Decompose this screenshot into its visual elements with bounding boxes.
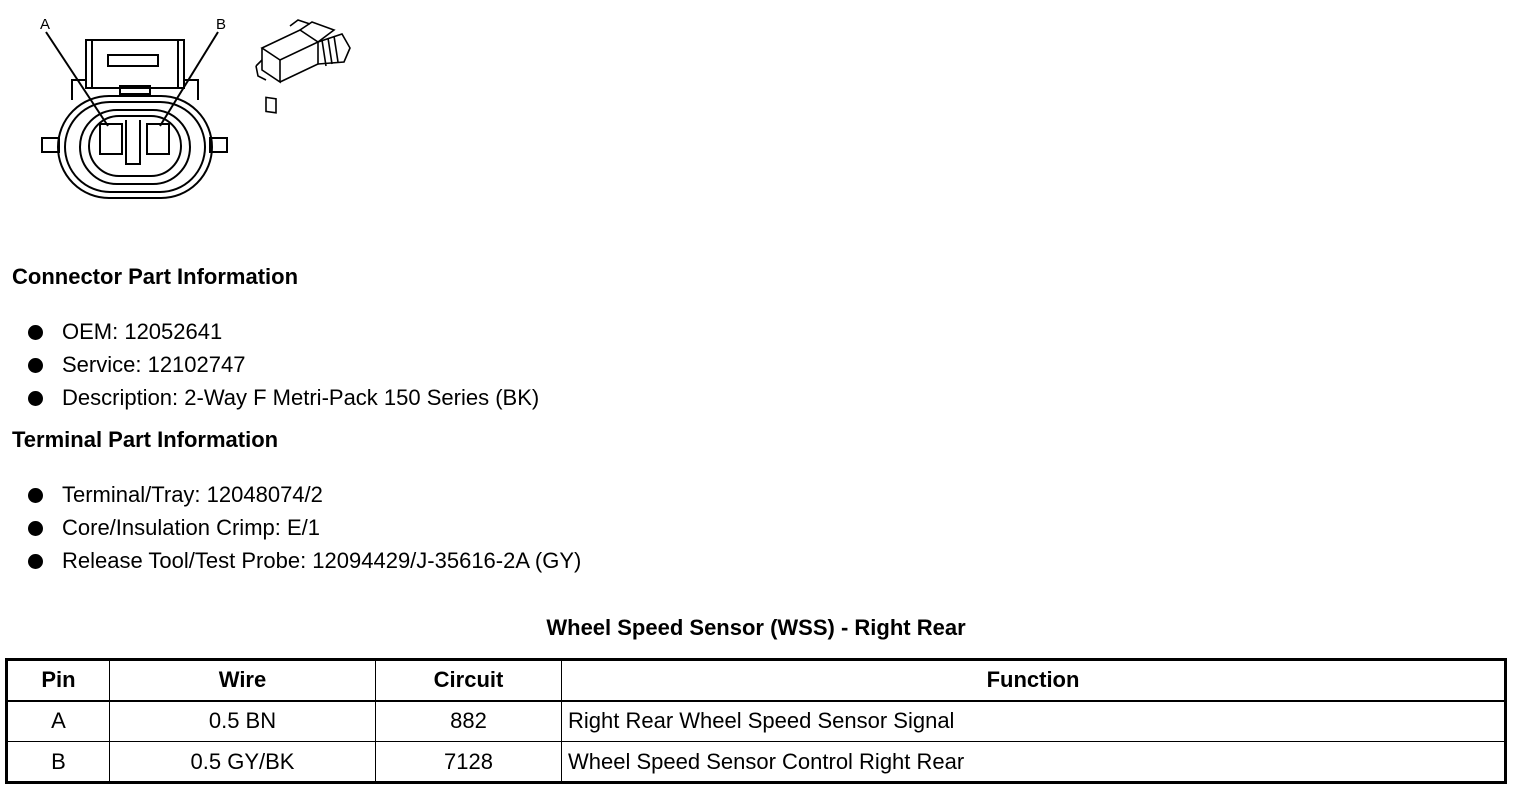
- cell-pin: B: [7, 742, 110, 783]
- cell-circuit: 882: [376, 701, 562, 742]
- table-row: [7, 701, 1506, 742]
- release-tool-test-probe: Release Tool/Test Probe: 12094429/J-35616-2A (GY): [62, 548, 582, 573]
- table-row: [7, 742, 1506, 783]
- connector-isometric-icon: [256, 20, 350, 113]
- connector-oem: OEM: 12052641: [62, 319, 223, 344]
- pin-a-cavity: [100, 124, 122, 154]
- cell-circuit: 7128: [376, 742, 562, 783]
- bullet-icon: [28, 358, 43, 373]
- connector-description: Description: 2-Way F Metri-Pack 150 Series (BK): [62, 385, 540, 410]
- connector-part-info-heading: Connector Part Information: [12, 264, 299, 289]
- list-item: [28, 478, 581, 511]
- connector-face-drawing: [0, 0, 380, 210]
- connector-diagram: [0, 0, 380, 210]
- list-item: [28, 544, 581, 577]
- column-header-function: Function: [562, 660, 1506, 701]
- list-item: [28, 315, 539, 348]
- bullet-icon: [28, 554, 43, 569]
- list-item: [28, 348, 539, 381]
- pin-table-title: Wheel Speed Sensor (WSS) - Right Rear: [546, 615, 966, 640]
- cell-pin: A: [7, 701, 110, 742]
- list-item: [28, 381, 539, 414]
- connector-latch-window: [108, 55, 158, 66]
- bullet-icon: [28, 488, 43, 503]
- column-header-circuit: Circuit: [376, 660, 562, 701]
- bullet-icon: [28, 521, 43, 536]
- pin-a-label: A: [40, 16, 51, 33]
- pin-a-leader: [46, 32, 108, 126]
- connector-part-info-list: [28, 315, 539, 414]
- core-insulation-crimp: Core/Insulation Crimp: E/1: [62, 515, 320, 540]
- bullet-icon: [28, 391, 43, 406]
- table-header-row: [7, 660, 1506, 701]
- bullet-icon: [28, 325, 43, 340]
- column-header-wire: Wire: [110, 660, 376, 701]
- column-header-pin: Pin: [7, 660, 110, 701]
- pin-b-label: B: [216, 16, 227, 33]
- cell-function: Wheel Speed Sensor Control Right Rear: [562, 742, 1506, 783]
- connector-left-tab: [42, 138, 59, 152]
- cell-function: Right Rear Wheel Speed Sensor Signal: [562, 701, 1506, 742]
- pin-b-cavity: [147, 124, 169, 154]
- terminal-part-info-heading: Terminal Part Information: [12, 427, 279, 452]
- cell-wire: 0.5 BN: [110, 701, 376, 742]
- terminal-part-info-list: [28, 478, 581, 577]
- cell-wire: 0.5 GY/BK: [110, 742, 376, 783]
- terminal-tray: Terminal/Tray: 12048074/2: [62, 482, 323, 507]
- pin-table: [5, 658, 1507, 784]
- connector-service: Service: 12102747: [62, 352, 246, 377]
- connector-latch: [86, 40, 184, 88]
- list-item: [28, 511, 581, 544]
